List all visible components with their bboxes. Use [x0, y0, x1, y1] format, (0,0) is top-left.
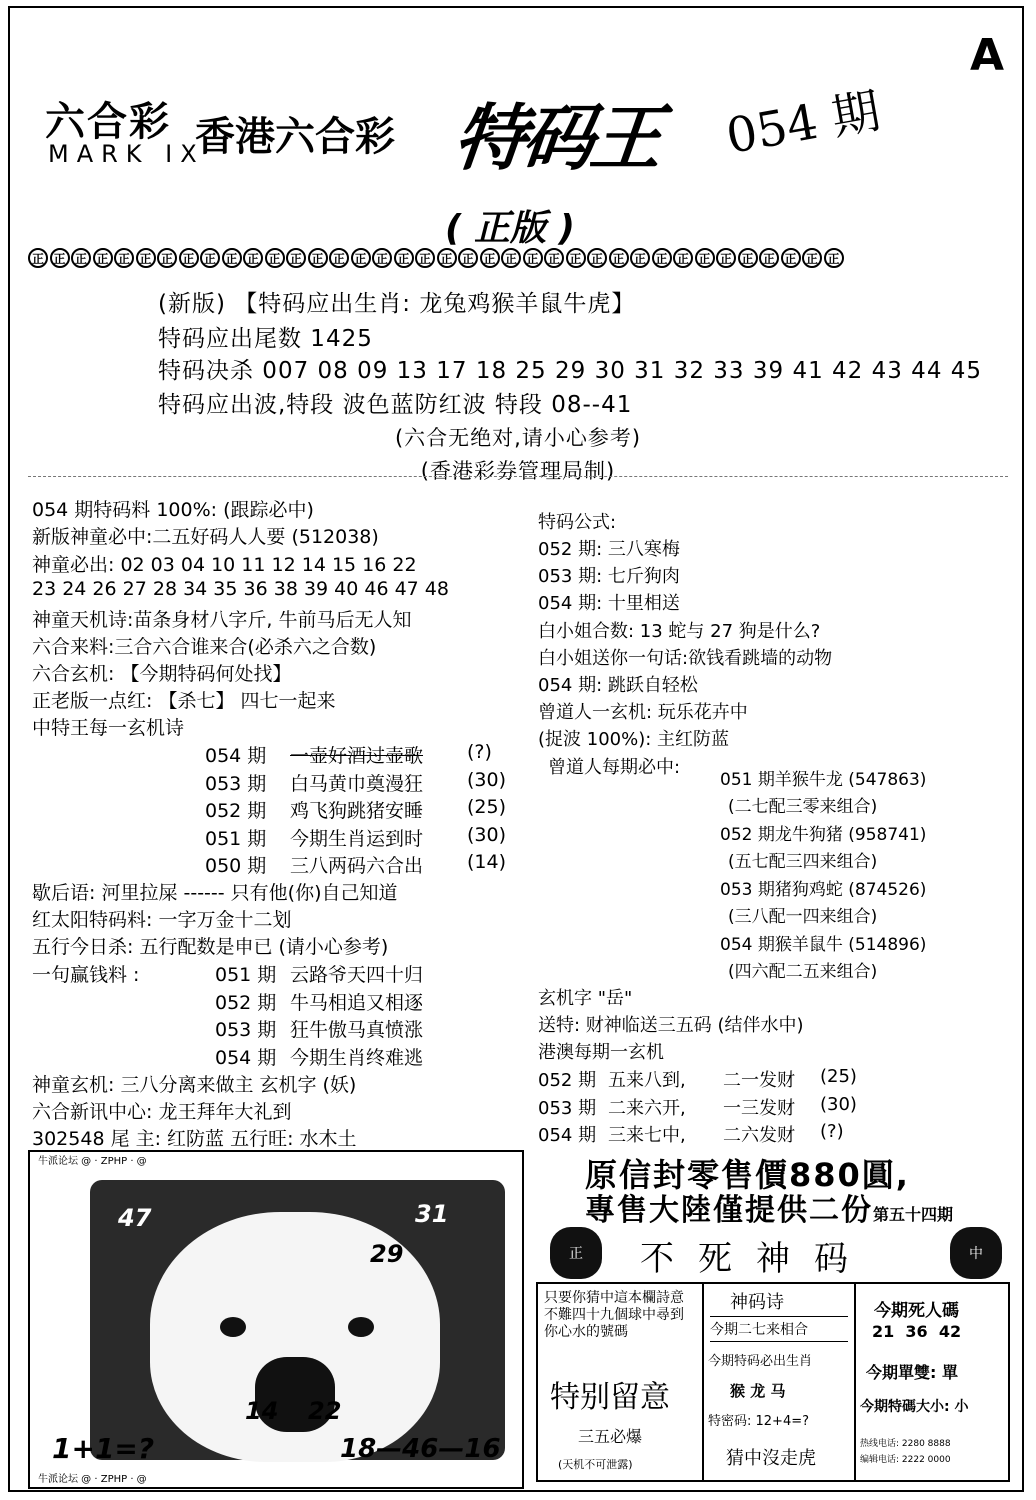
zheng-mark-icon: 正	[802, 248, 822, 268]
logo-cn: 六合彩	[45, 99, 171, 145]
gang-number: (25)	[820, 1066, 857, 1087]
cell3-line-3: 热线电话: 2280 8888	[860, 1439, 951, 1449]
money-issue: 054 期	[215, 1046, 277, 1069]
gang-issue: 053 期	[538, 1097, 597, 1119]
zheng-mark-icon: 正	[71, 248, 91, 268]
zheng-mark-icon: 正	[286, 248, 306, 268]
image-sequence: 18—46—16	[340, 1434, 501, 1464]
poem-text: 三八两码六合出	[290, 855, 424, 877]
money-issue: 053 期	[215, 1019, 277, 1041]
zheng-mark-icon: 正	[243, 248, 263, 268]
zheng-mark-icon: 正	[28, 248, 48, 268]
gang-number: (?)	[820, 1121, 844, 1142]
left-line-4: 23 24 26 27 28 34 35 36 38 39 40 46 47 48	[32, 578, 449, 600]
banner-text: 不死神码	[640, 1239, 872, 1279]
poem-issue: 054 期	[205, 745, 267, 767]
zheng-mark-icon: 正	[695, 248, 715, 268]
zheng-mark-icon: 正	[566, 248, 586, 268]
info-note-1: (六合无绝对,请小心参考)	[394, 426, 642, 450]
image-number-2: 31	[415, 1200, 449, 1228]
zeng-line-b: (二七配三零来组合)	[728, 797, 878, 817]
zeng-line-a: 053 期猪狗鸡蛇 (874526)	[720, 880, 927, 900]
poem-issue: 051 期	[205, 827, 267, 850]
price-line-2	[585, 1185, 953, 1229]
right-line-10: 曾道人每期必中:	[548, 757, 681, 778]
cell3-line-1: 今期單雙: 單	[866, 1363, 958, 1382]
poem-text: 鸡飞狗跳猪安睡	[290, 800, 424, 822]
price-line-2-text: 專售大陸僅提供二份	[585, 1193, 873, 1228]
poem-issue: 053 期	[205, 772, 267, 795]
zheng-mark-row	[28, 248, 844, 268]
image-question: 1+1=?	[52, 1432, 155, 1465]
gang-b: 二六发财	[723, 1125, 795, 1146]
info-line-2: 特码应出尾数 1425	[158, 326, 373, 352]
info-line-4: 特码应出波,特段 波色蓝防红波 特段 08--41	[158, 392, 633, 418]
title: 香港六合彩	[195, 114, 395, 160]
right-line-5: 白小姐合数: 13 蛇与 27 狗是什么?	[538, 621, 821, 642]
gang-number: (30)	[820, 1093, 857, 1115]
poem-issue: 050 期	[205, 855, 267, 877]
poem-number: (14)	[467, 851, 507, 873]
right-line-3: 053 期: 七斤狗肉	[538, 566, 680, 587]
money-text: 牛马相追又相逐	[290, 991, 424, 1014]
zheng-mark-icon: 正	[351, 248, 371, 268]
price-issue: 第五十四期	[873, 1205, 954, 1224]
image-eye-right	[348, 1317, 374, 1337]
cell2-line-5: 猜中沒走虎	[726, 1448, 816, 1469]
poem-number: (30)	[467, 823, 507, 846]
divider	[28, 476, 1008, 477]
grid-cell-2	[704, 1284, 856, 1480]
cell2-line-4: 特密码: 12+4=?	[708, 1414, 810, 1429]
gang-b: 二一发财	[723, 1070, 795, 1091]
zheng-mark-icon: 正	[824, 248, 844, 268]
zheng-mark-icon: 正	[609, 248, 629, 268]
cell1-small: 三五必爆	[578, 1427, 643, 1446]
cell2-line-1: 今期二七来相合	[710, 1316, 848, 1342]
zheng-mark-icon: 正	[544, 248, 564, 268]
zeng-line-a: 051 期羊猴牛龙 (547863)	[720, 770, 927, 790]
poem-text: 一壶好酒过壶歌	[290, 745, 424, 767]
right-line-4: 054 期: 十里相送	[538, 593, 680, 614]
money-text: 云路爷天四十归	[290, 964, 424, 986]
zheng-mark-icon: 正	[329, 248, 349, 268]
left-line-1: 054 期特码料 100%: (跟踪必中)	[32, 499, 314, 521]
title-big: 特码王	[449, 96, 663, 180]
right-line-7: 054 期: 跳跃自轻松	[538, 675, 698, 696]
cell1-big: 特别留意	[550, 1380, 670, 1415]
money-issue: 052 期	[215, 991, 277, 1014]
corner-letter: A	[970, 30, 1005, 81]
left-line-5: 神童天机诗:苗条身材八字斤, 牛前马后无人知	[32, 609, 412, 631]
zheng-mark-icon: 正	[716, 248, 736, 268]
cell3-line-2: 今期特碼大小: 小	[860, 1399, 969, 1415]
left-line-14: 神童玄机: 三八分离来做主 玄机字 (妖)	[32, 1074, 357, 1096]
right-line-1: 特码公式:	[538, 512, 617, 533]
zheng-mark-icon: 正	[587, 248, 607, 268]
zheng-mark-icon: 正	[222, 248, 242, 268]
info-line-1: (新版) 【特码应出生肖: 龙兔鸡猴羊鼠牛虎】	[158, 291, 636, 317]
left-line-16: 302548 尾 主: 红防蓝 五行旺: 水木土	[32, 1128, 357, 1150]
flower-left-icon: 正	[550, 1227, 602, 1279]
zeng-line-a: 054 期猴羊鼠牛 (514896)	[720, 935, 927, 955]
gang-b: 一三发财	[723, 1097, 795, 1119]
left-line-10: 歇后语: 河里拉屎 ------ 只有他(你)自己知道	[32, 882, 398, 904]
zheng-mark-icon: 正	[781, 248, 801, 268]
watermark-top: 牛派论坛 @ · ZPHP · @	[38, 1156, 147, 1167]
zeng-line-a: 052 期龙牛狗猪 (958741)	[720, 825, 927, 845]
left-line-3: 神童必出: 02 03 04 10 11 12 14 15 16 22	[32, 554, 417, 576]
image-number-4: 14	[245, 1397, 279, 1425]
zheng-mark-icon: 正	[437, 248, 457, 268]
left-line-11: 红太阳特码料: 一字万金十二划	[32, 909, 292, 931]
cell2-title: 神码诗	[730, 1292, 784, 1313]
poem-text: 今期生肖运到时	[290, 827, 424, 850]
zheng-mark-icon: 正	[394, 248, 414, 268]
zheng-mark-icon: 正	[501, 248, 521, 268]
poem-number: (30)	[467, 768, 507, 791]
money-issue: 051 期	[215, 964, 277, 986]
zheng-mark-icon: 正	[265, 248, 285, 268]
puzzle-image	[28, 1150, 524, 1489]
price-line-1: 原信封零售價880圓,	[585, 1156, 910, 1194]
left-line-9: 中特王每一玄机诗	[32, 717, 185, 739]
cell1-foot: (天机不可泄露)	[558, 1458, 633, 1471]
zheng-mark-icon: 正	[372, 248, 392, 268]
left-line-15: 六合新讯中心: 龙王拜年大礼到	[32, 1101, 292, 1123]
info-note-2: (香港彩券管理局制)	[420, 459, 616, 483]
zeng-line-b: (四六配二五来组合)	[728, 962, 878, 982]
zheng-mark-icon: 正	[630, 248, 650, 268]
left-line-8: 正老版一点红: 【杀七】 四七一起来	[32, 690, 336, 712]
zheng-mark-icon: 正	[652, 248, 672, 268]
left-line-6: 六合来料:三合六合谁来合(必杀六之合数)	[32, 636, 377, 658]
gang-issue: 054 期	[538, 1125, 597, 1146]
image-eye-left	[220, 1317, 246, 1337]
zeng-line-b: (五七配三四来组合)	[728, 852, 878, 872]
right-line-11: 玄机字 "岳"	[538, 988, 633, 1009]
zheng-mark-icon: 正	[93, 248, 113, 268]
zheng-mark-icon: 正	[200, 248, 220, 268]
flower-right-icon: 中	[950, 1227, 1002, 1279]
left-line-13: 一句赢钱料 :	[32, 964, 140, 986]
cell1-text: 只要你猜中這本欄詩意不難四十九個球中尋到你心水的號碼	[544, 1290, 684, 1340]
left-line-2: 新版神童必中:二五好码人人要 (512038)	[32, 526, 379, 548]
poem-issue: 052 期	[205, 800, 267, 822]
zheng-mark-icon: 正	[759, 248, 779, 268]
image-number-5: 22	[308, 1397, 342, 1425]
logo-en: MARK IX	[48, 140, 205, 168]
zheng-mark-icon: 正	[157, 248, 177, 268]
right-line-12: 送特: 财神临送三五码 (结伴水中)	[538, 1015, 804, 1036]
zeng-line-b: (三八配一四来组合)	[728, 907, 878, 927]
left-line-12: 五行今日杀: 五行配数是申已 (请小心参考)	[32, 936, 389, 958]
cell3-nums: 21 36 42	[872, 1322, 962, 1341]
right-line-8: 曾道人一玄机: 玩乐花卉中	[538, 702, 748, 723]
cell3-line-4: 编辑电话: 2222 0000	[860, 1455, 951, 1465]
poem-number: (25)	[467, 796, 507, 818]
zheng-mark-icon: 正	[179, 248, 199, 268]
zheng-mark-icon: 正	[523, 248, 543, 268]
watermark-bottom: 牛派论坛 @ · ZPHP · @	[38, 1474, 147, 1485]
zheng-mark-icon: 正	[480, 248, 500, 268]
grid-cell-1	[538, 1284, 704, 1480]
zheng-mark-icon: 正	[458, 248, 478, 268]
gang-a: 五来八到,	[608, 1070, 686, 1091]
right-line-9: (捉波 100%): 主红防蓝	[538, 729, 730, 750]
info-line-3: 特码决杀 007 08 09 13 17 18 25 29 30 31 32 33 39 41 42 43 44 45	[158, 358, 983, 384]
info-grid	[536, 1282, 1010, 1482]
left-line-7: 六合玄机: 【今期特码何处找】	[32, 663, 292, 685]
gang-issue: 052 期	[538, 1070, 597, 1091]
money-text: 今期生肖终难逃	[290, 1046, 424, 1069]
right-line-2: 052 期: 三八寒梅	[538, 539, 680, 560]
right-line-6: 白小姐送你一句话:欲钱看跳墙的动物	[538, 648, 833, 669]
cell2-line-3: 猴 龙 马	[730, 1382, 786, 1400]
cell2-line-2: 今期特码必出生肖	[708, 1354, 813, 1369]
image-number-3: 29	[370, 1240, 404, 1268]
grid-cell-3	[856, 1284, 1008, 1480]
right-line-13: 港澳每期一玄机	[538, 1042, 664, 1063]
zheng-mark-icon: 正	[415, 248, 435, 268]
edition-label: ( 正版 )	[445, 208, 575, 249]
zheng-mark-icon: 正	[114, 248, 134, 268]
gang-a: 三来七中,	[608, 1125, 686, 1146]
zheng-mark-icon: 正	[308, 248, 328, 268]
issue-number: 054 期	[722, 82, 885, 165]
poem-number: (?)	[467, 741, 492, 763]
banner	[540, 1225, 1010, 1280]
zheng-mark-icon: 正	[738, 248, 758, 268]
zheng-mark-icon: 正	[50, 248, 70, 268]
money-text: 狂牛傲马真愤涨	[290, 1019, 424, 1041]
cell3-title: 今期死人碼	[874, 1301, 959, 1321]
poem-text: 白马黄巾奠漫狂	[290, 772, 424, 795]
image-number-1: 47	[118, 1204, 152, 1232]
zheng-mark-icon: 正	[673, 248, 693, 268]
zheng-mark-icon: 正	[136, 248, 156, 268]
gang-a: 二来六开,	[608, 1097, 686, 1119]
